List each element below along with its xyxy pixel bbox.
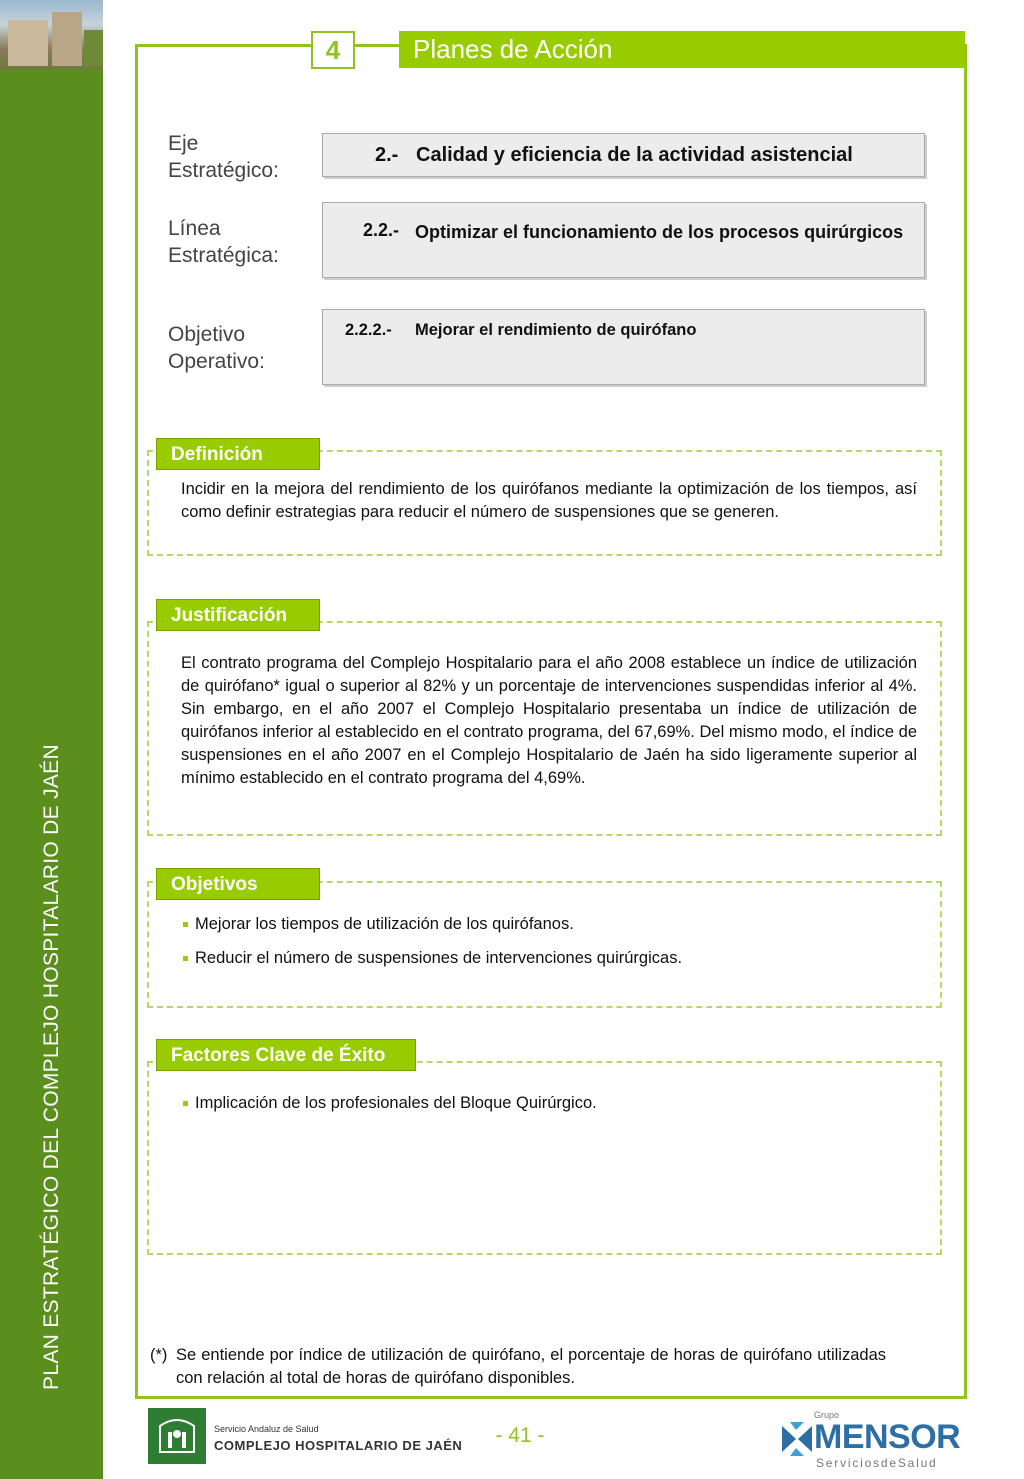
eje-value-box [322,133,925,177]
junta-andalucia-icon [148,1408,206,1464]
eje-prefix: 2.- [375,144,399,166]
footnote [150,1344,886,1390]
chj-label: COMPLEJO HOSPITALARIO DE JAÉN [214,1438,463,1453]
footnote-text: Se entiende por índice de utilización de quirófano, el porcentaje de horas de quirófano utilizadas con relación al total de horas de quirófano disponibles. [176,1346,886,1387]
eje-value: Calidad y eficiencia de la actividad asistencial [416,144,853,166]
page-number: - 41 - [495,1424,545,1447]
servicios-salud-label: ServiciosdeSalud [816,1456,938,1470]
objetivo-value: Mejorar el rendimiento de quirófano [415,321,697,339]
justificacion-text: El contrato programa del Complejo Hospitalario para el año 2008 establece un índice de utilización de quirófano* igual o superior al 82% y un porcentaje de intervenciones suspendidas inferior al 4%. Sin embargo, en el año 2007 el Complejo Hospitalario presentaba un índice de utilización de quirófanos inferior al establecido en el contrato programa, del 67,69%. Del mismo modo, el índice de suspensiones en el año 2007 en el Complejo Hospitalario de Jaén ha sido ligeramente superior al mínimo establecido en el contrato programa del 4,69%. [181,654,917,787]
linea-value: Optimizar el funcionamiento de los procesos quirúrgicos [415,222,904,242]
factores-tab: Factores Clave de Éxito [156,1039,416,1071]
vertical-plan-title: PLAN ESTRATÉGICO DEL COMPLEJO HOSPITALARIO DE JAÉN [40,744,63,1390]
complejo-hospitalario-logo [148,1408,463,1464]
mensor-mark-icon [782,1422,812,1456]
objetivo-label: Objetivo Operativo: [168,323,265,373]
justificacion-tab: Justificación [156,599,320,631]
objetivos-tab: Objetivos [156,868,320,900]
factores-box [147,1061,942,1255]
grupo-label: Grupo [814,1410,840,1420]
definicion-tab: Definición [156,438,320,470]
objetivo-prefix: 2.2.2.- [345,321,392,339]
side-band [0,0,103,1479]
mensor-label: MENSOR [814,1418,961,1456]
objetivo-item: Mejorar los tiempos de utilización de los quirófanos. [183,915,574,934]
definicion-text: Incidir en la mejora del rendimiento de los quirófanos mediante la optimización de los tiempos, así como definir estrategias para reducir el número de suspensiones que se generen. [181,480,917,521]
chapter-number: 4 [311,31,355,69]
linea-label: Línea Estratégica: [168,217,279,267]
hospital-photo [0,0,103,70]
linea-prefix: 2.2.- [363,220,400,240]
factor-item: Implicación de los profesionales del Bloque Quirúrgico. [183,1094,597,1113]
linea-value-box [322,202,925,278]
objetivo-item: Reducir el número de suspensiones de intervenciones quirúrgicas. [183,949,682,968]
sas-label: Servicio Andaluz de Salud [214,1424,319,1434]
mensor-logo [780,1410,960,1470]
eje-label: Eje Estratégico: [168,132,279,182]
footnote-marker: (*) [150,1346,168,1364]
objetivos-box [147,881,942,1008]
page-title: Planes de Acción [399,31,965,68]
objetivo-value-box [322,309,925,385]
